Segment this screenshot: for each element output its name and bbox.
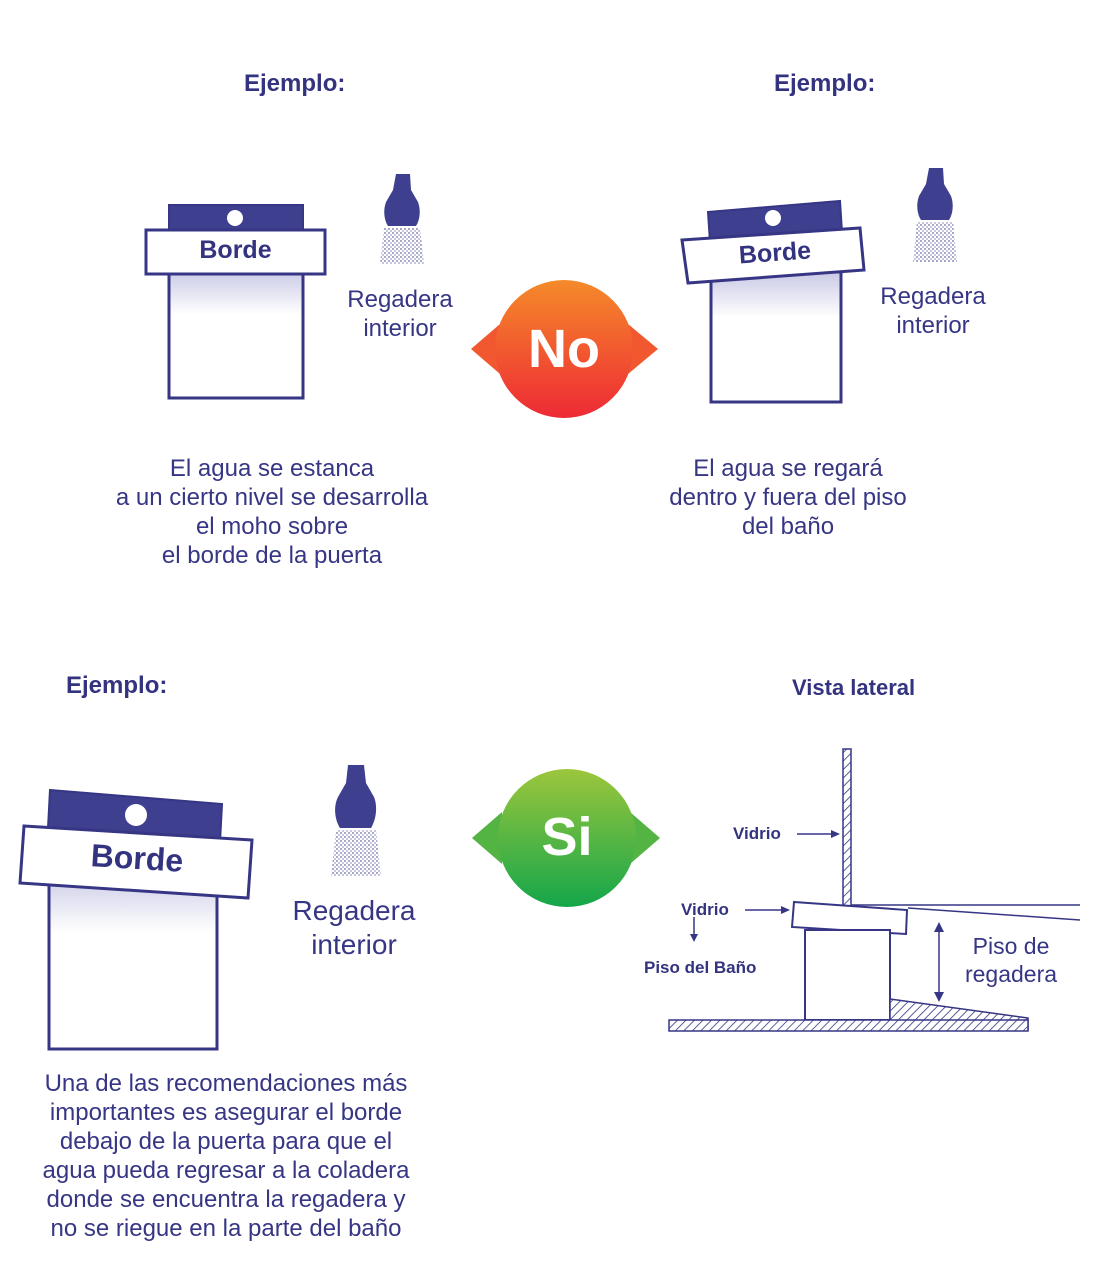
si-badge-text: Si	[541, 807, 593, 867]
side-view-diagram	[669, 749, 1080, 1031]
door-label: Borde	[89, 837, 185, 879]
shower-floor-label: Piso de regadera	[964, 933, 1058, 987]
door-label: Borde	[737, 236, 812, 270]
top-right-heading: Ejemplo:	[774, 70, 876, 97]
double-vertical-arrow-icon	[934, 922, 944, 1002]
bathroom-floor-label: Piso del Baño	[644, 958, 757, 977]
shower-head-icon	[331, 765, 381, 876]
shower-head-icon	[913, 168, 957, 262]
glass-label-bottom: Vidrio	[681, 900, 729, 919]
arrow-icon	[690, 917, 698, 942]
top-left-heading: Ejemplo:	[244, 70, 346, 97]
bottom-left-heading: Ejemplo:	[66, 672, 168, 699]
glass-label-top: Vidrio	[733, 824, 781, 843]
top-left-caption: El agua se estanca a un cierto nivel se desarrolla el moho sobre el borde de la puerta	[115, 455, 429, 569]
top-right-caption: El agua se regará dentro y fuera del piso del baño	[669, 455, 907, 540]
door-icon	[146, 205, 325, 398]
side-view-heading: Vista lateral	[792, 675, 916, 700]
glass-panel	[843, 749, 851, 906]
threshold-support	[805, 930, 890, 1020]
shower-label: Regadera interior	[292, 895, 416, 960]
shower-label: Regadera interior	[880, 283, 986, 339]
arrow-icon	[745, 906, 790, 914]
bottom-left-caption: Una de las recomendaciones más importantes es asegurar el borde debajo de la puerta para que el agua pueda regresar a la coladera donde se encuentra la regadera y no se riegue en la parte del baño	[42, 1070, 410, 1242]
door-icon	[682, 201, 864, 402]
door-label: Borde	[199, 236, 272, 264]
base-floor	[669, 1020, 1028, 1031]
shower-label: Regadera interior	[347, 286, 453, 342]
arrow-icon	[797, 830, 840, 838]
shower-head-icon	[380, 174, 424, 264]
door-icon	[20, 790, 252, 1049]
no-badge-text: No	[528, 319, 600, 379]
